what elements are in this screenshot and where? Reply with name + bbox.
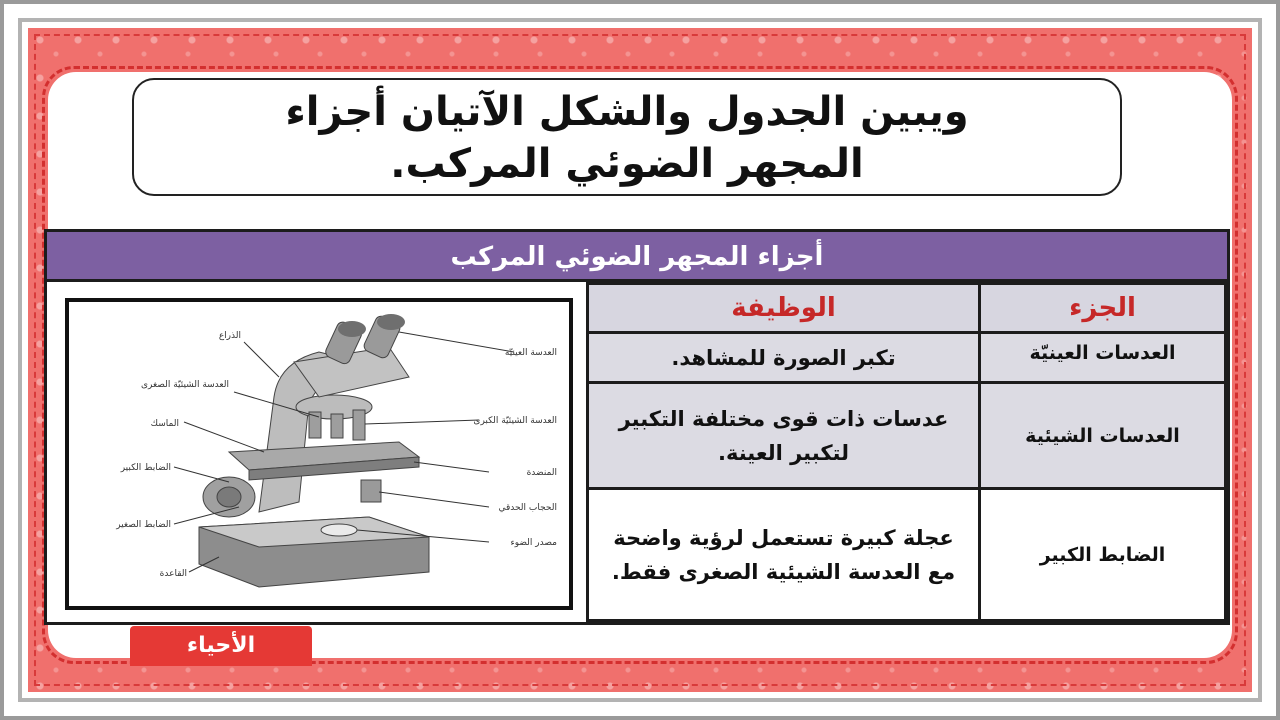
label-stage: المنضدة bbox=[526, 468, 557, 478]
label-small-objective: العدسة الشيئيّة الصغرى bbox=[140, 380, 229, 390]
label-fine: الضابط الصغير bbox=[116, 520, 171, 530]
subject-badge: الأحياء bbox=[130, 626, 312, 666]
label-diaphragm: الحجاب الحدقي bbox=[498, 503, 557, 513]
label-light: مصدر الضوء bbox=[510, 538, 557, 548]
title-line-2: المجهر الضوئي المركب. bbox=[390, 141, 864, 187]
label-coarse: الضابط الكبير bbox=[120, 463, 171, 473]
label-holder: الماسك bbox=[150, 419, 179, 429]
row1-function: تكبر الصورة للمشاهد. bbox=[586, 331, 981, 384]
label-large-objective: العدسة الشيئيّة الكبرى bbox=[473, 416, 557, 426]
label-eyepiece: العدسة العينيّة bbox=[504, 348, 557, 358]
label-base: القاعدة bbox=[159, 569, 187, 579]
microscope-illustration bbox=[69, 302, 569, 606]
title-line-1: ويبين الجدول والشكل الآتيان أجزاء bbox=[285, 89, 969, 135]
table-caption: أجزاء المجهر الضوئي المركب bbox=[47, 232, 1227, 282]
title-box bbox=[132, 78, 1122, 196]
parts-table bbox=[44, 229, 1230, 625]
row2-function: عدسات ذات قوى مختلفة التكبير لتكبير العينة. bbox=[586, 381, 981, 490]
row1-part: العدسات العينيّة bbox=[978, 331, 1227, 384]
row2-part: العدسات الشيئية bbox=[978, 381, 1227, 490]
header-part: الجزء bbox=[978, 282, 1227, 334]
label-arm: الذراع bbox=[218, 331, 241, 341]
row3-function: عجلة كبيرة تستعمل لرؤية واضحة مع العدسة الشيئية الصغرى فقط. bbox=[586, 487, 981, 622]
parts-grid bbox=[586, 282, 1227, 622]
row3-part: الضابط الكبير bbox=[978, 487, 1227, 622]
microscope-diagram bbox=[65, 298, 573, 610]
header-function: الوظيفة bbox=[586, 282, 981, 334]
